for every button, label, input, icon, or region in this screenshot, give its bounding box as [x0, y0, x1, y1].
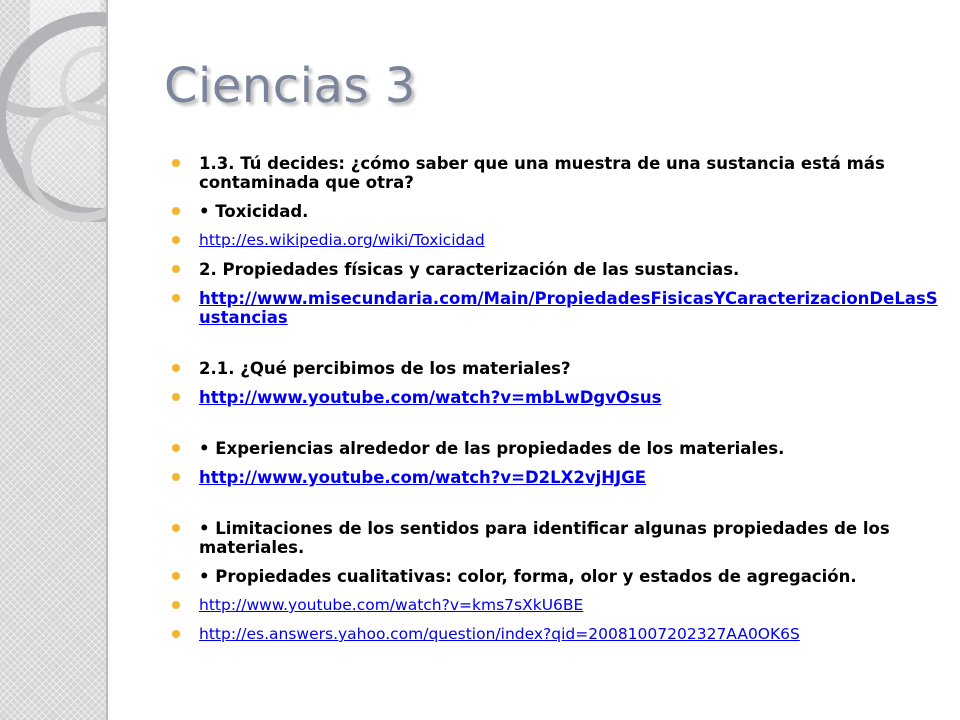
list-item — [172, 567, 942, 586]
item-text: 1.3. Tú decides: ¿cómo saber que una muestra de una sustancia está más contaminada que otra? — [199, 154, 885, 192]
sidebar-divider — [106, 0, 108, 720]
list-item — [172, 439, 942, 458]
item-text: • Toxicidad. — [199, 202, 309, 221]
item-text: 2. Propiedades físicas y caracterización de las sustancias. — [199, 260, 740, 279]
list-item — [172, 388, 942, 407]
list-item — [172, 289, 942, 327]
bullet-icon — [172, 473, 180, 481]
item-text: • Propiedades cualitativas: color, forma, olor y estados de agregación. — [199, 567, 857, 586]
item-text: • Limitaciones de los sentidos para identificar algunas propiedades de los materiales. — [199, 519, 890, 557]
list-item — [172, 359, 942, 378]
bullet-icon — [172, 364, 180, 372]
bullet-icon — [172, 601, 180, 609]
decorative-sidebar — [0, 0, 106, 720]
spacer — [172, 337, 942, 359]
bullet-icon — [172, 524, 180, 532]
list-item — [172, 202, 942, 221]
bullet-icon — [172, 444, 180, 452]
list-item — [172, 468, 942, 487]
list-item — [172, 625, 942, 644]
bullet-icon — [172, 294, 180, 302]
bullet-icon — [172, 393, 180, 401]
list-item — [172, 519, 942, 557]
bullet-icon — [172, 207, 180, 215]
yahoo-answers-link[interactable]: http://es.answers.yahoo.com/question/index?qid=20081007202327AA0OK6S — [199, 625, 800, 643]
youtube-link[interactable]: http://www.youtube.com/watch?v=D2LX2vjHJGE — [199, 468, 647, 487]
bullet-list — [172, 154, 942, 654]
slide-title: Ciencias 3 — [164, 58, 416, 114]
item-text: • Experiencias alrededor de las propiedades de los materiales. — [199, 439, 785, 458]
bullet-icon — [172, 265, 180, 273]
wikipedia-toxicidad-link[interactable]: http://es.wikipedia.org/wiki/Toxicidad — [199, 231, 485, 249]
bullet-icon — [172, 630, 180, 638]
bullet-icon — [172, 159, 180, 167]
youtube-link[interactable]: http://www.youtube.com/watch?v=mbLwDgvOsus — [199, 388, 662, 407]
spacer — [172, 417, 942, 439]
list-item — [172, 596, 942, 615]
list-item — [172, 231, 942, 250]
bullet-icon — [172, 236, 180, 244]
item-text: 2.1. ¿Qué percibimos de los materiales? — [199, 359, 571, 378]
list-item — [172, 260, 942, 279]
misecundaria-link[interactable]: http://www.misecundaria.com/Main/PropiedadesFisicasYCaracterizacionDeLasSustancias — [199, 289, 938, 327]
spacer — [172, 497, 942, 519]
bullet-icon — [172, 572, 180, 580]
list-item — [172, 154, 942, 192]
youtube-link[interactable]: http://www.youtube.com/watch?v=kms7sXkU6BE — [199, 596, 584, 614]
